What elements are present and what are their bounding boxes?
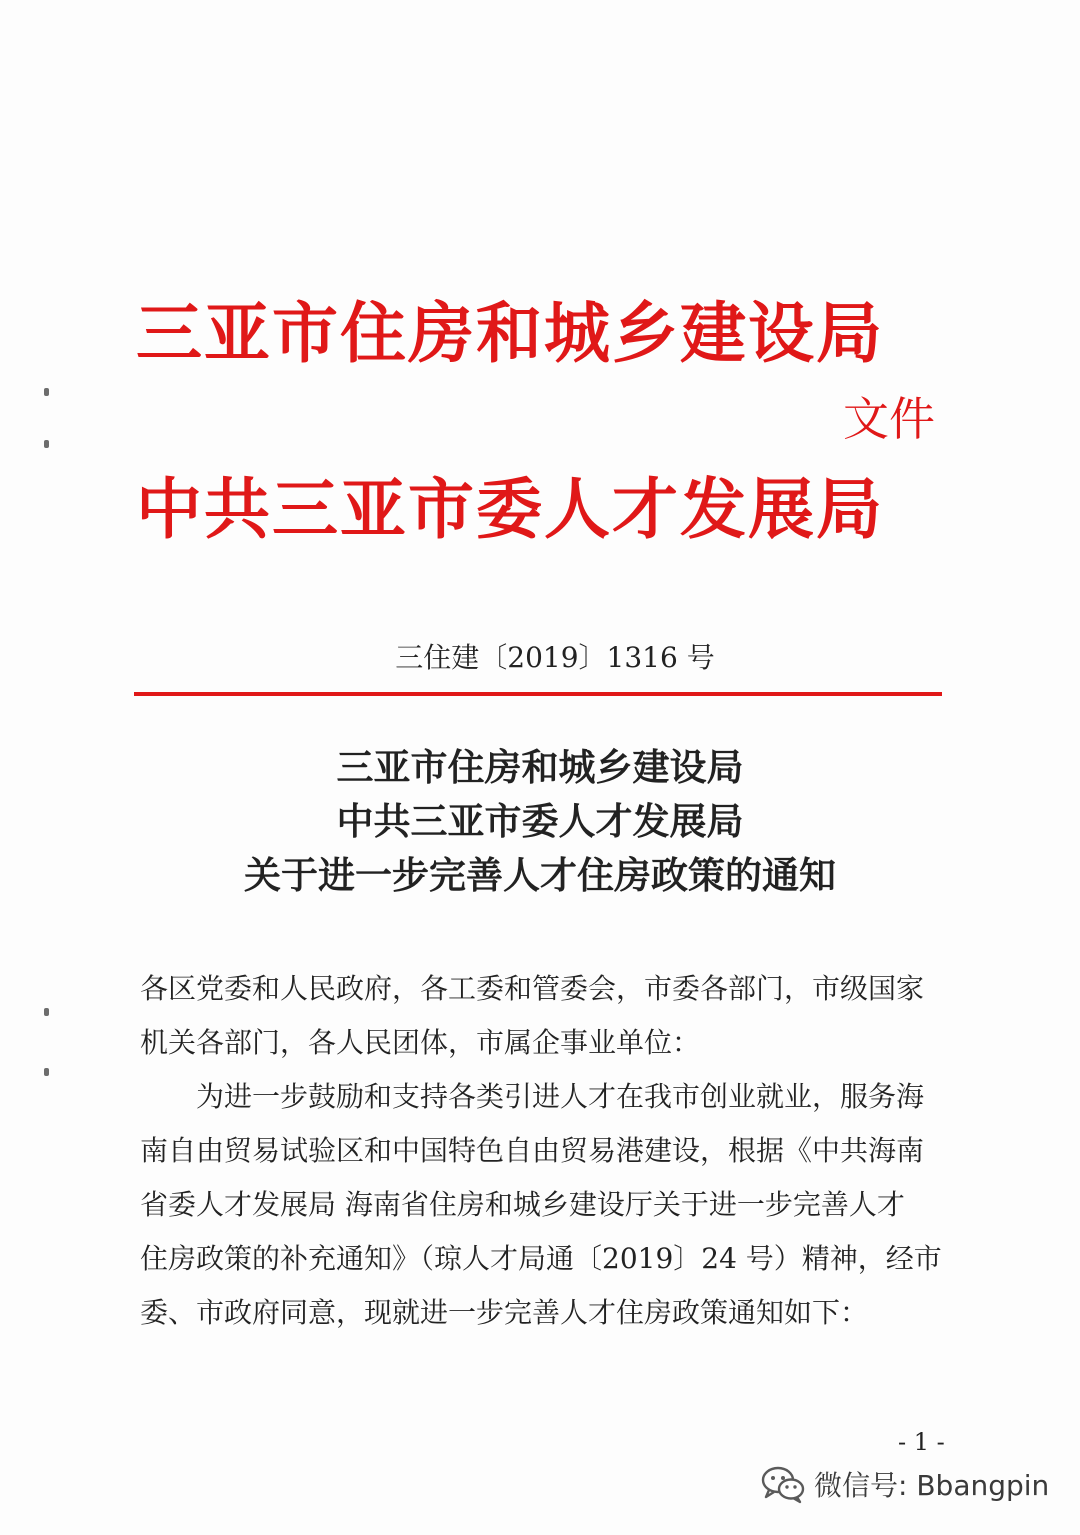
watermark-text: 微信号: Bbangpin (814, 1469, 1050, 1502)
title-line-1: 三亚市住房和城乡建设局 (336, 745, 744, 789)
body-line: 省委人才发展局 海南省住房和城乡建设厅关于进一步完善人才 (140, 1188, 905, 1221)
body-line: 住房政策的补充通知》（琼人才局通〔2019〕24 号）精神，经市 (140, 1242, 942, 1275)
notice-body (140, 962, 940, 1340)
body-line: 机关各部门，各人民团体，市属企事业单位： (140, 1026, 701, 1059)
body-line: 为进一步鼓励和支持各类引进人才在我市创业就业，服务海 (140, 1080, 925, 1113)
body-line: 委、市政府同意，现就进一步完善人才住房政策通知如下： (140, 1296, 869, 1329)
scan-artifact-dot (44, 440, 49, 448)
scan-artifact-dot (44, 1008, 49, 1016)
wechat-icon (760, 1464, 806, 1504)
issuer-name-housing-bureau: 三亚市住房和城乡建设局 (136, 294, 884, 372)
issuer-name-talent-bureau: 中共三亚市委人才发展局 (136, 470, 884, 548)
scan-artifact-dot (44, 388, 49, 396)
body-line: 南自由贸易试验区和中国特色自由贸易港建设，根据《中共海南 (140, 1134, 925, 1167)
scan-artifact-dot (44, 1068, 49, 1076)
wechat-watermark (760, 1462, 1049, 1506)
document-number: 三住建〔2019〕1316 号 (395, 641, 715, 674)
page-number: - 1 - (898, 1428, 945, 1456)
red-divider-line (134, 692, 942, 696)
document-suffix: 文件 (843, 392, 935, 446)
notice-title (0, 740, 1080, 902)
title-line-2: 中共三亚市委人才发展局 (336, 799, 744, 843)
body-line: 各区党委和人民政府，各工委和管委会，市委各部门，市级国家 (140, 972, 925, 1005)
title-line-3: 关于进一步完善人才住房政策的通知 (244, 853, 836, 897)
